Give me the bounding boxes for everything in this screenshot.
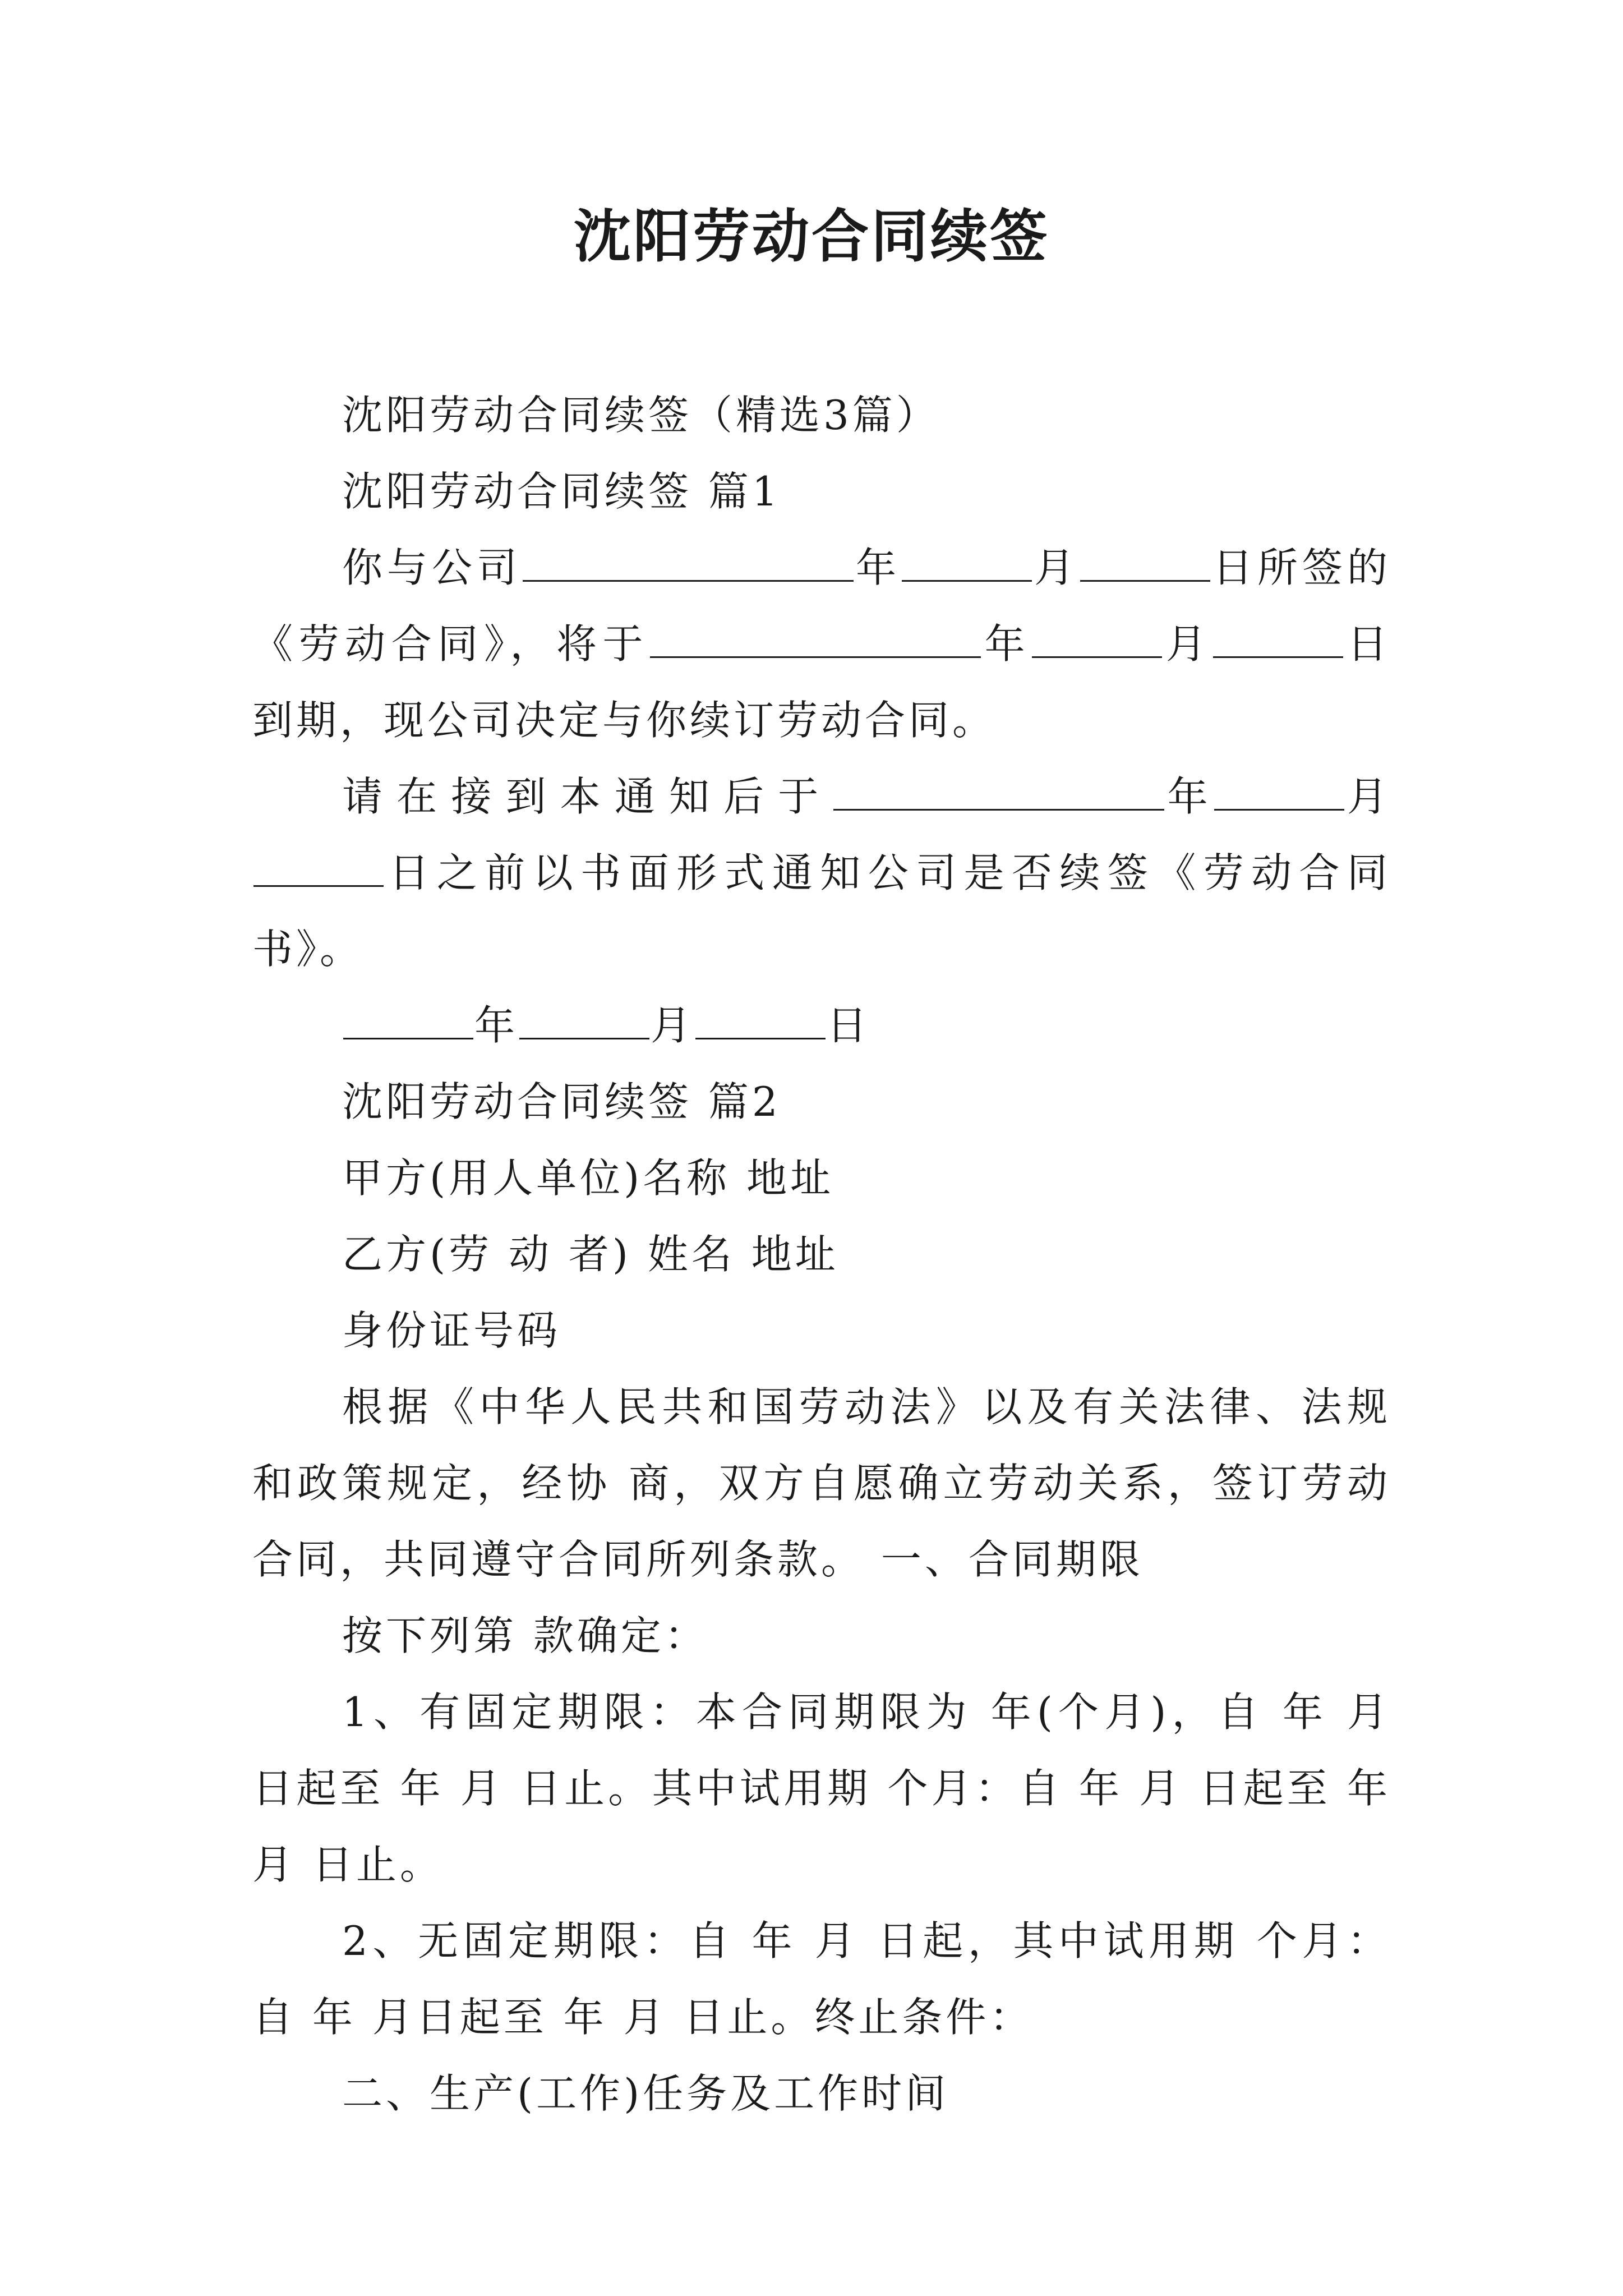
id-number-line: 身份证号码	[342, 1307, 561, 1354]
notice-text: 日到期，现公司决定与你续订劳动合同。	[252, 620, 1391, 744]
notice-text: 月	[1032, 544, 1079, 591]
signing-year-blank	[523, 545, 854, 582]
notice-text: 请在接到本通知后于	[342, 773, 833, 820]
notice-text: 月	[1345, 773, 1391, 820]
signing-month-blank	[902, 545, 1032, 582]
part2-heading: 沈阳劳动合同续签 篇2	[342, 1078, 781, 1125]
document-title: 沈阳劳动合同续签	[574, 203, 1049, 270]
reply-month-blank	[1214, 774, 1344, 811]
notice-text: 你与公司	[342, 544, 522, 591]
notice-text: 日之前以书面形式通知公司是否续签《劳动合同书》。	[252, 849, 1391, 973]
fixed-term-paragraph: 1、有固定期限：本合同期限为 年(个月)，自 年 月 日起至 年 月 日止。其中试用期 个月：自 年 月 日起至 年 月 日止。	[252, 1688, 1391, 1888]
signing-day-blank	[1080, 545, 1210, 582]
notice-text: 日所签的《劳动合同》，将于	[252, 544, 1391, 668]
notice-date-line	[252, 987, 1391, 1064]
renewal-notice-paragraph	[252, 530, 1391, 758]
party-b-line: 乙方(劳 动 者) 姓名 地址	[342, 1231, 839, 1278]
expiry-month-blank	[1032, 622, 1162, 658]
notice-text: 年	[1165, 773, 1213, 820]
notice-text: 年	[982, 620, 1031, 668]
reply-year-blank	[833, 774, 1164, 811]
reply-deadline-paragraph	[252, 758, 1391, 987]
notice-day-blank	[695, 1003, 826, 1039]
notice-year-blank	[343, 1003, 473, 1039]
open-term-paragraph: 2、无固定期限：自 年 月 日起，其中试用期 个月：自 年 月日起至 年 月 日止。终止条件：	[252, 1917, 1391, 2041]
date-label: 年	[474, 1002, 519, 1049]
section-2-heading: 二、生产(工作)任务及工作时间	[342, 2070, 949, 2117]
expiry-day-blank	[1213, 622, 1343, 658]
date-label: 月	[651, 1002, 695, 1049]
date-label: 日	[827, 1002, 871, 1049]
notice-text: 月	[1163, 620, 1212, 668]
basis-paragraph: 根据《中华人民共和国劳动法》以及有关法律、法规和政策规定，经协 商，双方自愿确立劳动关系，签订劳动合同，共同遵守合同所列条款。 一、合同期限	[252, 1383, 1391, 1583]
party-a-line: 甲方(用人单位)名称 地址	[342, 1154, 834, 1202]
reply-day-blank	[253, 850, 384, 887]
expiry-year-blank	[650, 622, 981, 658]
notice-month-blank	[519, 1003, 649, 1039]
notice-text: 年	[854, 544, 901, 591]
intro-line: 沈阳劳动合同续签（精选3篇）	[342, 392, 940, 439]
document-body	[252, 377, 1391, 2132]
part1-heading: 沈阳劳动合同续签 篇1	[342, 468, 781, 515]
term-rule-line: 按下列第 款确定：	[342, 1612, 708, 1659]
